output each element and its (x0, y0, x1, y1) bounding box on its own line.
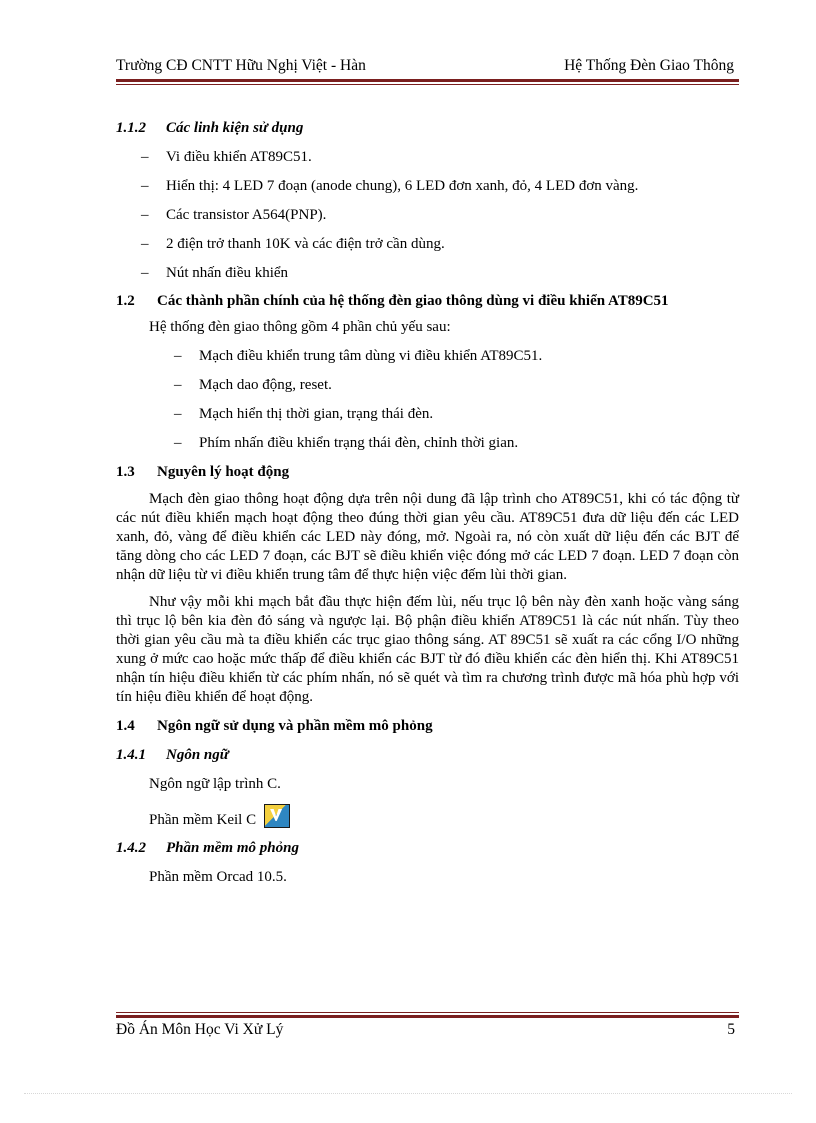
footer-rule-thin (116, 1012, 739, 1013)
list-item: – 2 điện trở thanh 10K và các điện trở cần dùng. (116, 234, 739, 254)
heading-text: Ngôn ngữ sử dụng và phần mềm mô phỏng (157, 718, 433, 734)
heading-1-4-2 (116, 838, 739, 858)
heading-text: Ngôn ngữ (166, 747, 229, 763)
keil-text: Phần mềm Keil C (149, 812, 257, 828)
keil-uvision-icon (264, 804, 290, 828)
heading-number: 1.4 (116, 718, 135, 734)
heading-1-2 (116, 291, 739, 311)
header-rule (116, 79, 739, 82)
list-item: – Nút nhấn điều khiển (116, 263, 739, 283)
list-item: – Mạch hiển thị thời gian, trạng thái đèn. (116, 404, 739, 424)
heading-number: 1.1.2 (116, 120, 146, 136)
list-item: – Mạch dao động, reset. (116, 375, 739, 395)
heading-number: 1.4.1 (116, 747, 146, 763)
list-item: – Phím nhấn điều khiển trạng thái đèn, chỉnh thời gian. (116, 433, 739, 453)
keil-line (116, 804, 739, 830)
simulation-line: Phần mềm Orcad 10.5. (149, 869, 287, 885)
heading-1-4-1 (116, 745, 739, 765)
heading-text: Nguyên lý hoạt động (157, 464, 290, 480)
parts-list (116, 346, 739, 453)
heading-text: Các thành phần chính của hệ thống đèn giao thông dùng vi điều khiển AT89C51 (157, 293, 669, 309)
heading-1-1-2 (116, 118, 739, 138)
heading-number: 1.2 (116, 293, 135, 309)
heading-text: Phần mềm mô phỏng (166, 840, 299, 856)
components-list (116, 147, 739, 283)
footer-rule (116, 1015, 739, 1018)
header-rule-thin (116, 84, 739, 85)
principle-paragraph-1: Mạch đèn giao thông hoạt động dựa trên nội dung đã lập trình cho AT89C51, khi có tác động từ các nút điều khiển mạch hoạt động theo đúng thời gian yêu cầu. AT89C51 đưa dữ liệu đến các LED xanh, đỏ, vàng để điều khiển các LED này đóng, mở. Ngoài ra, nó còn xuất dữ liệu đến các BJT để tăng dòng cho các LED 7 đoạn, các BJT sẽ điều khiển việc đóng mở các LED 7 đoạn. LED 7 đoạn còn nhận dữ liệu từ vi điều khiển trung tâm để thực hiện việc đếm lùi thời gian. (116, 491, 739, 583)
principle-paragraph-2: Như vậy mỗi khi mạch bắt đầu thực hiện đếm lùi, nếu trục lộ bên này đèn xanh hoặc vàng sáng thì trục lộ bên kia đèn đỏ sáng và ngược lại. Bộ phận điều khiển AT89C51 là các nút nhấn. Tùy theo thời gian yêu cầu mà ta điều khiển các trục giao thông sáng. AT 89C51 sẽ xuất ra các cổng I/O những xung ở mức cao hoặc mức thấp để điều khiển các BJT từ đó điều khiển các đèn hiển thị. Khi AT89C51 nhận tín hiệu điều khiển từ các phím nhấn, nó sẽ quét và tìm ra chương trình được mã hóa phù hợp với tín hiệu điều khiển để hoạt động. (116, 594, 739, 705)
list-item: – Mạch điều khiển trung tâm dùng vi điều khiển AT89C51. (116, 346, 739, 366)
footer-course: Đồ Án Môn Học Vi Xử Lý (116, 1021, 284, 1038)
list-item: – Hiển thị: 4 LED 7 đoạn (anode chung), 6 LED đơn xanh, đỏ, 4 LED đơn vàng. (116, 176, 739, 196)
heading-text: Các linh kiện sử dụng (166, 120, 304, 136)
header-title: Hệ Thống Đèn Giao Thông (564, 57, 734, 74)
heading-1-3 (116, 462, 739, 482)
list-item: – Vi điều khiển AT89C51. (116, 147, 739, 167)
page-edge-divider (24, 1093, 792, 1094)
language-line: Ngôn ngữ lập trình C. (149, 776, 281, 792)
page-number: 5 (727, 1021, 735, 1038)
header-school: Trường CĐ CNTT Hữu Nghị Việt - Hàn (116, 57, 366, 74)
heading-number: 1.4.2 (116, 840, 146, 856)
list-item: – Các transistor A564(PNP). (116, 205, 739, 225)
page-body (116, 118, 739, 887)
heading-1-4 (116, 716, 739, 736)
intro-text: Hệ thống đèn giao thông gồm 4 phần chủ yếu sau: (149, 319, 451, 335)
heading-number: 1.3 (116, 464, 135, 480)
